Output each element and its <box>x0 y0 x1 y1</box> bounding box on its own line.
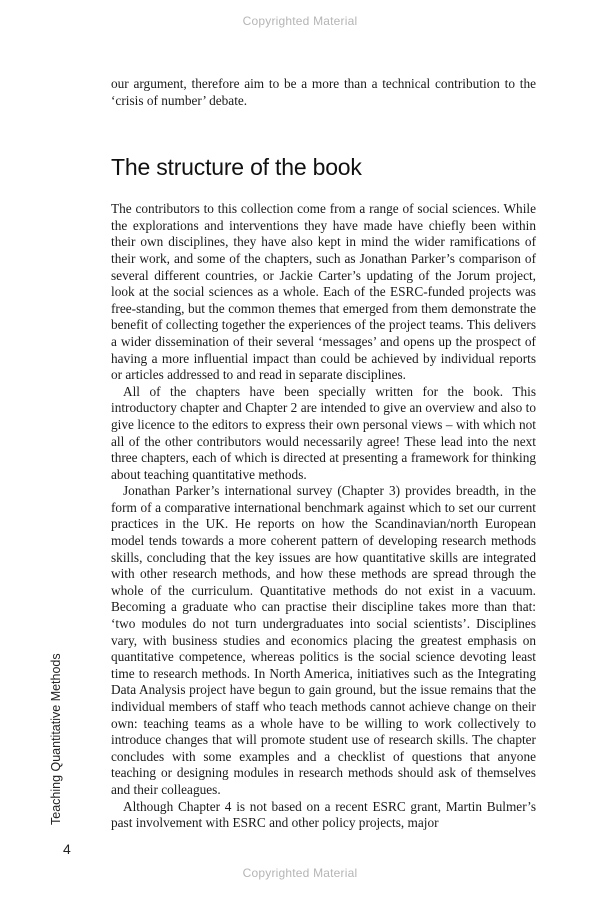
body-paragraph-4: Although Chapter 4 is not based on a recent ESRC grant, Martin Bulmer’s past involvement with ESRC and other policy projects, major <box>111 798 536 831</box>
watermark-top: Copyrighted Material <box>242 14 358 28</box>
body-paragraph-1: The contributors to this collection come from a range of social sciences. While the explorations and interventions they have made have chiefly been within their own disciplines, they have also kept in mind the wider ramifications of their work, and some of the chapters, such as Jonathan Parker’s comparison of several different countries, or Jackie Carter’s updating of the Jorum project, look at the social sciences as a whole. Each of the ESRC-funded projects was free-standing, but the common themes that emerged from them demonstrate the benefit of collecting together the experiences of the project teams. This delivers a wider dissemination of their several ‘messages’ and opens up the prospect of having a more influential impact than could be achieved by individual reports or articles addressed to and read in separate disciplines. <box>111 201 536 383</box>
body-paragraph-3: Jonathan Parker’s international survey (Chapter 3) provides breadth, in the form of a comparative international benchmark against which to set our current practices in the UK. He reports on how the Scandinavian/north European model tends towards a more coherent pattern of developing research methods skills, concluding that the key issues are how quantitative skills are integrated with other research methods, and how these methods are spread through the whole of the curriculum. Quantitative methods do not exist in a vacuum. Becoming a graduate who can practise their discipline takes more than that: ‘two modules do not turn undergraduates into social scientists’. Disciplines vary, with business studies and economics placing the greatest emphasis on quantitative competence, whereas politics is the social science devoting least time to research methods. In North America, initiatives such as the Integrating Data Analysis project have begun to gain ground, but the issue remains that the individual members of staff who teach methods cannot achieve change on their own: teaching teams as a whole have to be willing to work collectively to introduce changes that will promote student use of research skills. The chapter concludes with some examples and a checklist of questions that anyone teaching or designing modules in research methods should ask of themselves and their colleagues. <box>111 483 536 797</box>
watermark-bottom: Copyrighted Material <box>242 866 358 880</box>
page-number: 4 <box>63 841 71 857</box>
body-paragraph-2: All of the chapters have been specially written for the book. This introductory chapter and Chapter 2 are intended to give an overview and also to give licence to the editors to express their own personal views – with which not all of the other contributors would necessarily agree! These lead into the next three chapters, each of which is directed at presenting a framework for thinking about teaching quantitative methods. <box>111 383 536 482</box>
running-head: Teaching Quantitative Methods <box>49 653 63 825</box>
section-heading: The structure of the book <box>111 154 362 181</box>
page-body <box>111 76 536 832</box>
intro-paragraph: our argument, therefore aim to be a more than a technical contribution to the ‘crisis of number’ debate. <box>111 76 536 108</box>
